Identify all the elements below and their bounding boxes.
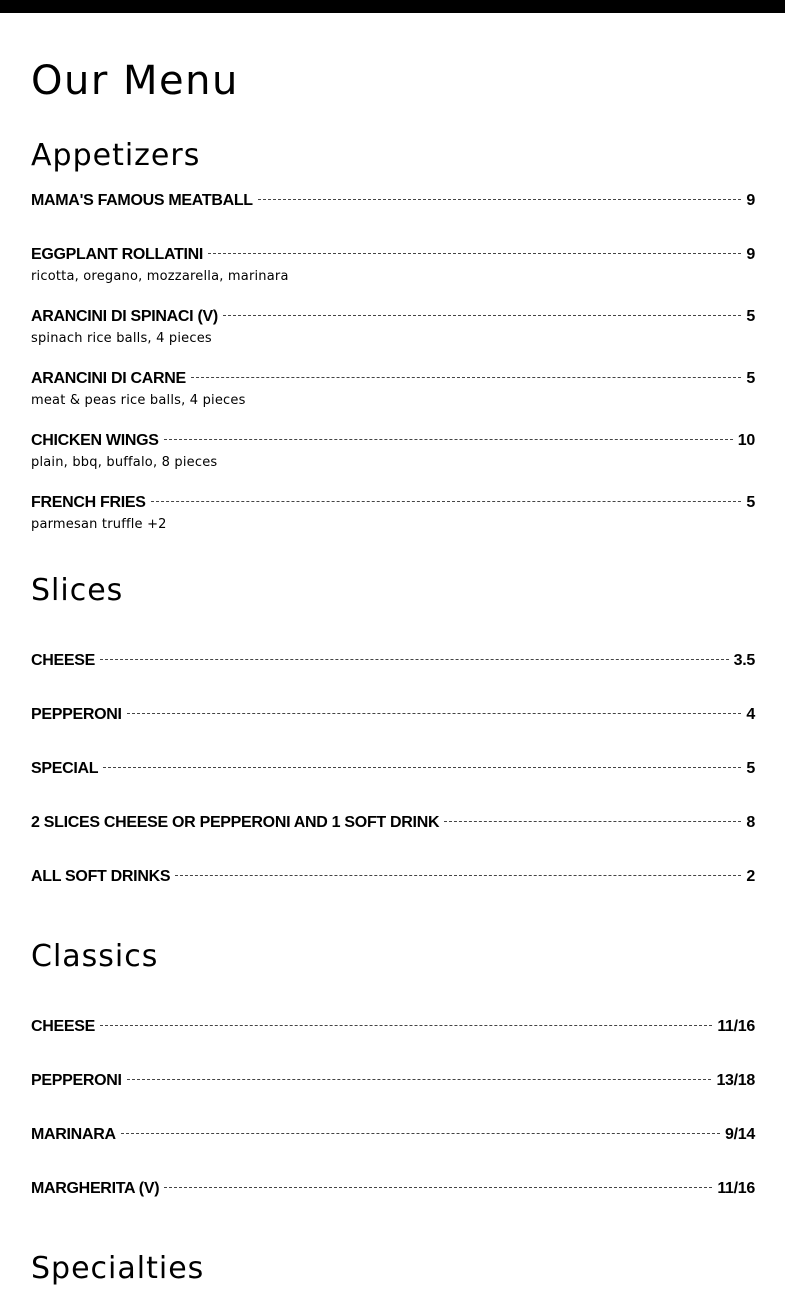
menu-item [31,814,755,836]
item-price: 10 [737,432,755,449]
menu-item [31,1126,755,1148]
dotted-leader [164,439,733,440]
item-name: MAMA'S FAMOUS MEATBALL [31,192,253,209]
item-description: spinach rice balls, 4 pieces [31,331,212,346]
dotted-leader [444,821,741,822]
menu-item [31,760,755,782]
menu-item [31,308,755,346]
section-title-classics: Classics [31,939,159,974]
dotted-leader [258,199,742,200]
menu-item [31,370,755,408]
item-price: 4 [746,706,755,723]
item-price: 5 [746,308,755,325]
menu-item [31,1072,755,1094]
dotted-leader [191,377,741,378]
item-name: MARINARA [31,1126,116,1143]
item-name: FRENCH FRIES [31,494,146,511]
item-name: CHICKEN WINGS [31,432,159,449]
dotted-leader [175,875,741,876]
item-price: 2 [746,868,755,885]
item-description: ricotta, oregano, mozzarella, marinara [31,269,289,284]
dotted-leader [223,315,742,316]
item-name: EGGPLANT ROLLATINI [31,246,204,263]
item-price: 9/14 [725,1126,755,1143]
item-price: 8 [746,814,755,831]
item-price: 13/18 [716,1072,755,1089]
item-description: parmesan truffle +2 [31,517,167,532]
page-title: Our Menu [31,58,239,104]
item-name: PEPPERONI [31,706,122,723]
item-price: 9 [746,192,755,209]
dotted-leader [100,1025,712,1026]
dotted-leader [127,1079,712,1080]
item-name: ARANCINI DI CARNE [31,370,186,387]
section-title-specialties: Specialties [31,1251,205,1286]
item-name: ALL SOFT DRINKS [31,868,171,885]
item-price: 5 [746,370,755,387]
item-name: SPECIAL [31,760,99,777]
item-price: 5 [746,760,755,777]
menu-item [31,1180,755,1202]
menu-item [31,494,755,532]
menu-item [31,652,755,674]
item-description: plain, bbq, buffalo, 8 pieces [31,455,218,470]
section-title-slices: Slices [31,573,124,608]
dotted-leader [121,1133,720,1134]
item-price: 3.5 [733,652,755,669]
dotted-leader [103,767,741,768]
menu-item [31,192,755,214]
item-name: PEPPERONI [31,1072,122,1089]
item-price: 5 [746,494,755,511]
item-name: 2 SLICES CHEESE OR PEPPERONI AND 1 SOFT DRINK [31,814,440,831]
item-name: CHEESE [31,1018,95,1035]
dotted-leader [208,253,741,254]
item-price: 11/16 [717,1180,755,1197]
item-name: ARANCINI DI SPINACI (V) [31,308,218,325]
section-title-appetizers: Appetizers [31,138,201,173]
item-name: MARGHERITA (V) [31,1180,160,1197]
menu-item [31,868,755,890]
dotted-leader [127,713,742,714]
menu-item [31,706,755,728]
item-name: CHEESE [31,652,95,669]
dotted-leader [100,659,729,660]
dotted-leader [151,501,742,502]
dotted-leader [164,1187,712,1188]
menu-item [31,1018,755,1040]
item-price: 11/16 [717,1018,755,1035]
top-bar [0,0,785,13]
menu-item [31,432,755,470]
menu-item [31,246,755,284]
item-description: meat & peas rice balls, 4 pieces [31,393,246,408]
item-price: 9 [746,246,755,263]
